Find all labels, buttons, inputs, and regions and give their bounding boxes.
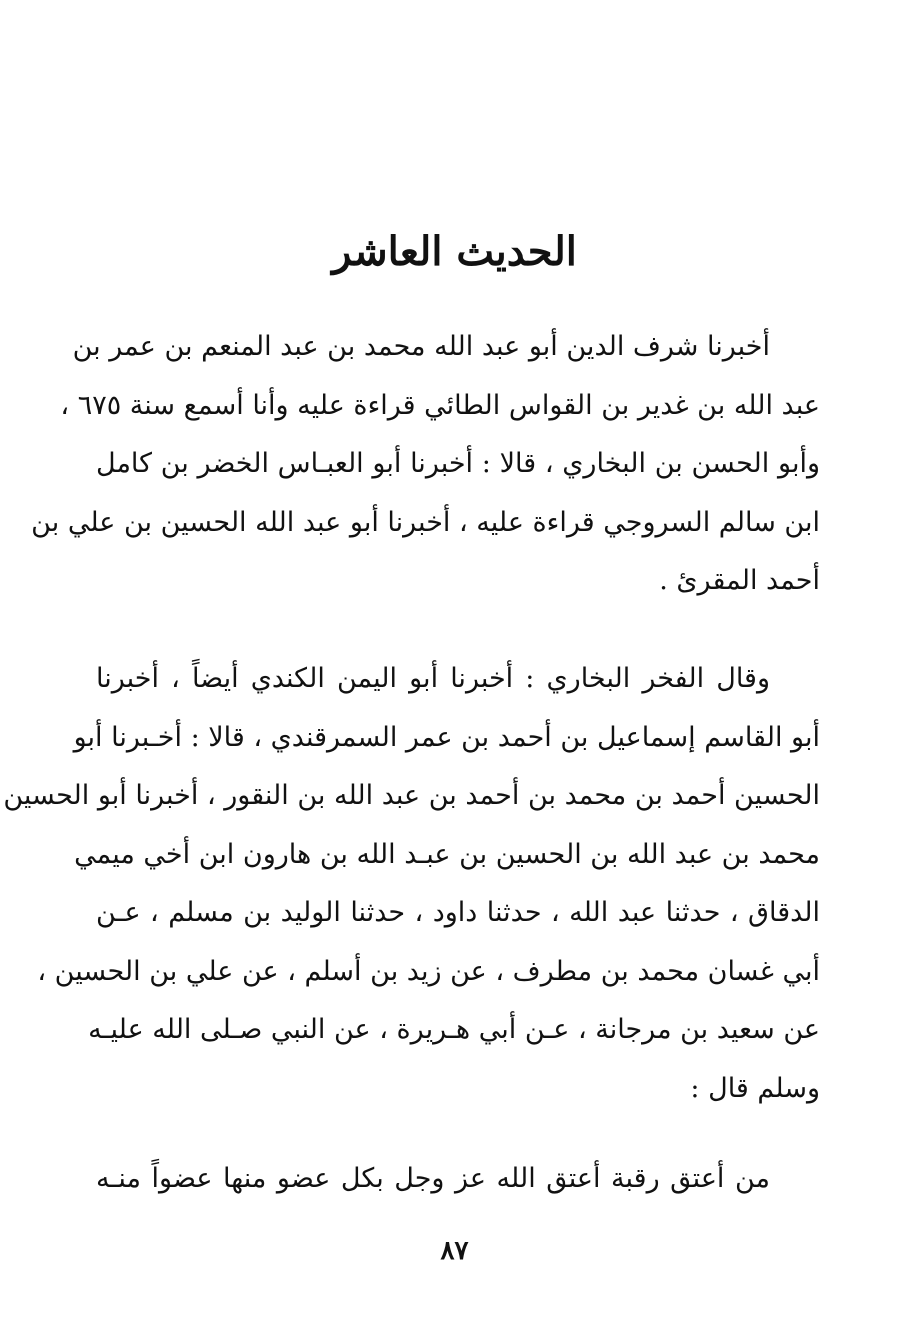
- text-line: من أعتق رقبة أعتق الله عز وجل بكل عضو منها عضواً منـه: [96, 1163, 770, 1194]
- text-line: أبي غسان محمد بن مطرف ، عن زيد بن أسلم ، عن علي بن الحسين ،: [37, 955, 820, 987]
- text-line: محمد بن عبد الله بن الحسين بن عبـد الله بن هارون ابن أخي ميمي: [74, 838, 820, 870]
- text-line: الدقاق ، حدثنا عبد الله ، حدثنا داود ، حدثنا الوليد بن مسلم ، عـن: [96, 897, 820, 928]
- text-line: أبو القاسم إسماعيل بن أحمد بن عمر السمرقندي ، قالا : أخـبرنا أبو: [73, 721, 820, 753]
- text-line: عبد الله بن غدير بن القواس الطائي قراءة عليه وأنا أسمع سنة ٦٧٥ ،: [60, 389, 820, 421]
- matn-paragraph: [96, 1150, 820, 1209]
- text-line: وقال الفخر البخاري : أخبرنا أبو اليمن الكندي أيضاً ، أخبرنا: [96, 663, 770, 694]
- text-line: الحسين أحمد بن محمد بن أحمد بن عبد الله بن النقور ، أخبرنا أبو الحسين: [3, 780, 820, 811]
- text-line: أخبرنا شرف الدين أبو عبد الله محمد بن عبد المنعم بن عمر بن: [72, 331, 770, 362]
- text-line: عن سعيد بن مرجانة ، عـن أبي هـريرة ، عن النبي صـلى الله عليـه: [88, 1014, 820, 1045]
- text-line: وسلم قال :: [690, 1072, 820, 1104]
- text-line: أحمد المقرئ .: [659, 565, 820, 596]
- text-line: وأبو الحسن بن البخاري ، قالا : أخبرنا أبو العبـاس الخضر بن كامل: [96, 448, 820, 479]
- hadith-heading: الحديث العاشر: [332, 228, 577, 275]
- isnad-paragraph-2: [3, 650, 820, 1118]
- text-line: ابن سالم السروجي قراءة عليه ، أخبرنا أبو عبد الله الحسين بن علي بن: [31, 506, 820, 538]
- page-number: ٨٧: [440, 1236, 469, 1266]
- isnad-paragraph-1: [31, 318, 820, 611]
